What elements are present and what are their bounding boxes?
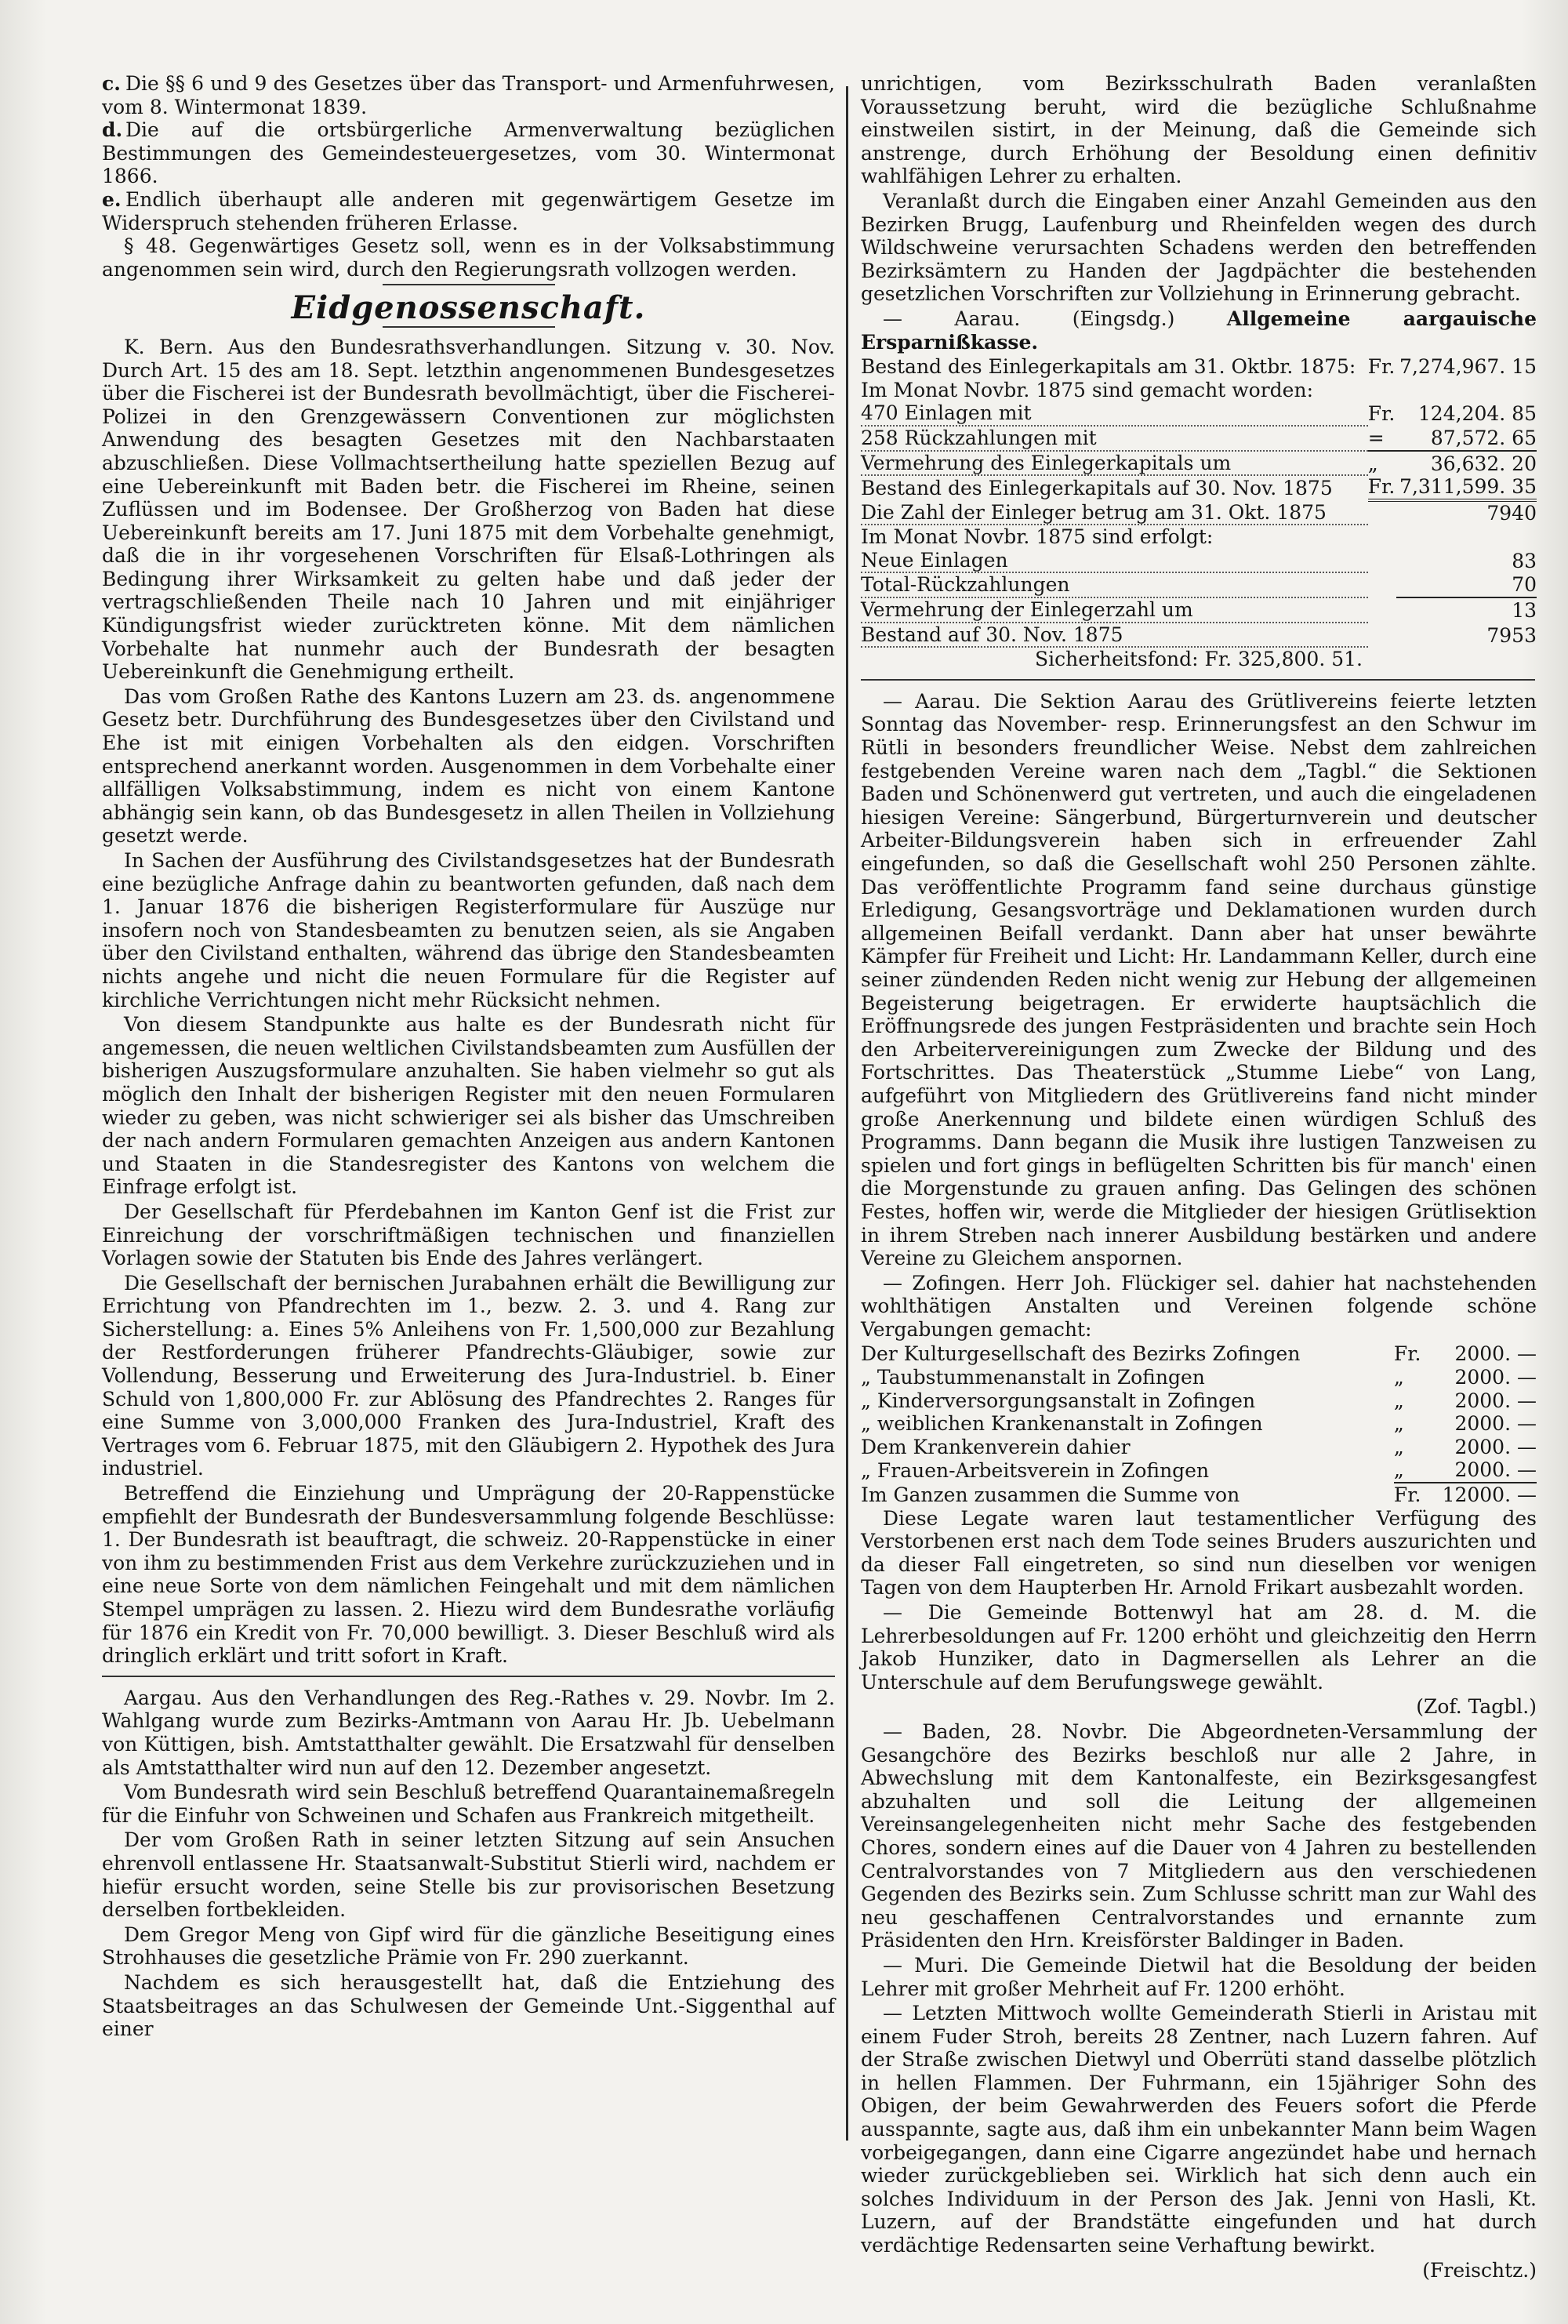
continuation-paragraph: unrichtigen, vom Bezirksschulrath Baden veranlaßten Voraussetzung beruht, wird die bezügliche Schlußnahme einstweilen sistirt, in der Meinung, daß die Gemeinde sich anstrenge, durch Erhöhung der Besoldung einen definitiv wahlfähigen Lehrer zu erhalten. xyxy=(861,72,1537,188)
row-amount: 2000. — xyxy=(1454,1412,1537,1436)
row-label: „ weiblichen Krankenanstalt in Zofingen xyxy=(861,1412,1263,1436)
table-row xyxy=(861,1366,1537,1389)
row-amount: 12000. — xyxy=(1442,1483,1537,1507)
row-label: Der Kulturgesellschaft des Bezirks Zofingen xyxy=(861,1342,1301,1366)
row-label: Im Ganzen zusammen die Summe von xyxy=(861,1483,1240,1507)
table-row xyxy=(861,355,1537,379)
table-row xyxy=(861,623,1537,648)
row-amount: 13 xyxy=(1512,599,1537,623)
savings-table xyxy=(861,355,1537,648)
table-row xyxy=(861,379,1537,402)
row-currency: Fr. xyxy=(1393,1342,1421,1366)
bern-paragraph-7: Betreffend die Einziehung und Umprägung der 20-Rappenstücke empfiehlt der Bundesrath der Bundesversammlung folgende Beschlüsse: 1. Der Bundesrath ist beauftragt, die schweiz. 20-Rappenstücke in einer von ihm zu bestimmenden Frist aus dem Verkehre zurückzuziehen und in eine neue Sorte von dem nämlichen Feingehalt und mit dem nämlichen Stempel umprägen zu lassen. 2. Hiezu wird dem Bundesrathe vorläufig für 1876 ein Kredit von Fr. 70,000 bewilligt. 3. Dieser Beschluß wird als dringlich erklärt und tritt sofort in Kraft. xyxy=(102,1482,835,1668)
bern-paragraph-5: Der Gesellschaft für Pferdebahnen im Kanton Genf ist die Frist zur Einreichung der vorschriftmäßigen technischen und finanziellen Vorlagen sowie der Statuten bis Ende des Jahres verlängert. xyxy=(102,1200,835,1270)
row-amount: 7940 xyxy=(1486,501,1537,525)
aarau-gruetli-paragraph: — Aarau. Die Sektion Aarau des Grütlivereins feierte letzten Sonntag das November- resp. Erinnerungsfest an den Schwur im Rütli in besonders freundlicher Weise. Nebst dem zahlreichen festgebenden Vereine waren nach dem „Tagbl.“ die Sektionen Baden und Schönenwerd gut vertreten, und auch die eingeladenen hiesigen Vereine: Sängerbund, Bürgerturnverein und deutscher Arbeiter-Bildungsverein haben sich in erfreuender Zahl eingefunden, so daß die Gesellschaft wohl 250 Personen zählte. Das veröffentlichte Programm fand seine durchaus günstige Erledigung, Gesangsvorträge und Deklamationen wurden durch allgemeinen Beifall verdankt. Dann aber hat unser bewährte Kämpfer für Freiheit und Licht: Hr. Landammann Keller, durch eine seiner zündenden Reden nicht wenig zur Hebung der allgemeinen Begeisterung beigetragen. Er erwiderte hauptsächlich die Eröffnungsrede des jungen Festpräsidenten und brachte sein Hoch den Arbeitervereinigungen zum Zwecke der Bildung und des Fortschrittes. Das Theaterstück „Stumme Liebe“ von Lang, aufgeführt von Mitgliedern des Grütlivereins fand nicht minder große Anerkennung und bildete einen würdigen Schluß des Programms. Dann begann die Musik ihre lustigen Tanzweisen zu spielen und fort gings in beflügelten Schritten bis für manch' einen die Morgenstunde zu grauen anfing. Das Gelingen des schönen Festes, hoffen wir, werde die Mitglieder der hiesigen Grütlisektion in ihrem Streben nach innerer Ausbildung bestärken und andere Vereine zu Gleichem anspornen. xyxy=(861,689,1537,1270)
row-label: Neue Einlagen xyxy=(861,549,1368,573)
aristau-source: (Freischtz.) xyxy=(1422,2258,1537,2282)
bottenwyl-source: (Zof. Tagbl.) xyxy=(1416,1695,1537,1719)
aargau-paragraph-4: Dem Gregor Meng von Gipf wird für die gänzliche Beseitigung eines Strohhauses die gesetzliche Prämie von Fr. 290 zuerkannt. xyxy=(102,1923,835,1970)
row-label: Vermehrung der Einlegerzahl um xyxy=(861,597,1368,623)
row-amount: 7,311,599. 35 xyxy=(1396,475,1537,500)
baden-paragraph: — Baden, 28. Novbr. Die Abgeordneten-Versammlung der Gesangchöre des Bezirks beschloß nur alle 2 Jahre, in Abwechslung mit dem Kantonalfeste, ein Bezirksgesangfest abzuhalten und soll die Leitung der allgemeinen Vereinsangelegenheiten nicht mehr Sache des festgebenden Chores, sondern eines auf die Dauer von 4 Jahren zu bestellenden Centralvorstandes von 7 Mitgliedern aus den verschiedenen Gegenden des Bezirks sein. Zum Schlusse schritt man zur Wahl des neu geschaffenen Centralvorstandes und ernannte zum Präsidenten den Hrn. Kreisförster Baldinger in Baden. xyxy=(861,1719,1537,1952)
row-label: „ Kinderversorgungsanstalt in Zofingen xyxy=(861,1389,1256,1412)
law-item-e: e. Endlich überhaupt alle anderen mit gegenwärtigem Gesetze im Widerspruch stehenden früheren Erlasse. xyxy=(102,187,835,234)
row-currency: „ xyxy=(1393,1435,1404,1458)
bern-paragraph-2: Das vom Großen Rathe des Kantons Luzern am 23. ds. angenommene Gesetz betr. Durchführung des Bundesgesetzes über den Civilstand und Ehe ist mit einigen Vorbehalten als den eidgen. Vorschriften entsprechend anerkannt worden. Ausgenommen in dem Vorbehalte einer allfälligen Volksabstimmung, indem es nicht von einem Kantone abhängig sein kann, ob das Bundesgesetz in allen Theilen in Vollziehung gesetzt werde. xyxy=(102,684,835,848)
table-row xyxy=(861,1483,1537,1507)
table-row xyxy=(861,525,1537,549)
bern-paragraph-3: In Sachen der Ausführung des Civilstandsgesetzes hat der Bundesrath eine bezügliche Anfrage dahin zu beantworten gefunden, daß nach dem 1. Januar 1876 die bisherigen Registerformulare für Auszüge nur insofern noch von Standesbeamten zu benutzen seien, als sie Angaben über den Civilstand enthalten, während das übrige den Standesbeamten nichts angehe und nicht die neuen Formulare für die Register auf kirchliche Verrichtungen nicht mehr Rücksicht nehmen. xyxy=(102,849,835,1011)
row-amount: 124,204. 85 xyxy=(1417,402,1537,426)
row-label: 258 Rückzahlungen mit xyxy=(861,426,1368,451)
aargau-paragraph-2: Vom Bundesrath wird sein Beschluß betreffend Quarantainemaßregeln für die Einfuhr von Schweinen und Schafen aus Frankreich mitgetheilt. xyxy=(102,1781,835,1827)
row-amount: 36,632. 20 xyxy=(1430,452,1537,475)
row-amount: 2000. — xyxy=(1422,1458,1537,1483)
separator-rule xyxy=(383,284,555,285)
row-currency: Fr. xyxy=(1393,1483,1421,1507)
section-title: Eidgenossenschaft. xyxy=(291,289,646,327)
bern-paragraph-6: Die Gesellschaft der bernischen Jurabahnen erhält die Bewilligung zur Errichtung von Pfandrechten im 1., bezw. 2. 3. und 4. Rang zur Sicherstellung: a. Eines 5% Anleihens von Fr. 1,500,000 zur Bezahlung der Restforderungen früherer Pfandrechts-Gläubiger, sowie zur Vollendung, Besserung und Erweiterung des Jura-Industriel. b. Einer Schuld von 1,800,000 Fr. zur Ablösung des Pfandrechtes 2. Ranges für eine Summe von 3,000,000 Franken des Jura-Industriel, Kraft des Vertrages vom 6. Februar 1875, mit den Gläubigern 2. Hypothek des Jura industriel. xyxy=(102,1271,835,1480)
law-item-c: c. Die §§ 6 und 9 des Gesetzes über das Transport- und Armenfuhrwesen, vom 8. Wintermonat 1839. xyxy=(102,72,835,118)
bottenwyl-paragraph: — Die Gemeinde Bottenwyl hat am 28. d. M. die Lehrerbesoldungen auf Fr. 1200 erhöht und gleichzeitig den Herrn Jakob Hunziker, dato in Dagmersellen als Lehrer an die Unterschule auf dem Berufungswege gewählt. xyxy=(861,1601,1537,1694)
row-currency: = xyxy=(1368,426,1396,451)
aargau-paragraph-3: Der vom Großen Rath in seiner letzten Sitzung auf sein Ansuchen ehrenvoll entlassene Hr. Staatsanwalt-Substitut Stierli wird, nachdem er hiefür ersucht worden, seine Stelle bis zur provisorischen Besetzung derselben fortbekleiden. xyxy=(102,1828,835,1922)
table-row xyxy=(861,475,1537,500)
row-currency: Fr. xyxy=(1367,355,1396,379)
bequest-table xyxy=(861,1342,1537,1506)
row-currency: „ xyxy=(1393,1412,1404,1436)
row-currency: „ xyxy=(1393,1389,1404,1412)
row-label: „ Taubstummenanstalt in Zofingen xyxy=(861,1366,1205,1389)
column-divider xyxy=(846,86,848,2141)
row-amount: 2000. — xyxy=(1454,1389,1537,1412)
section-rule xyxy=(861,679,1535,681)
title-rule xyxy=(383,326,555,328)
bern-paragraph-1: K. Bern. Aus den Bundesrathsverhandlungen. Sitzung v. 30. Nov. Durch Art. 15 des am 18. Sept. letzthin angenommenen Bundesgesetzes über die Fischerei ist der Bundesrath bevollmächtigt, über die Fischerei-Polizei in den Grenzgewässern Conventionen zur möglichsten Anwendung des besagten Gesetzes mit den Nachbarstaaten abzuschließen. Diese Vollmachtsertheilung hatte speziellen Bezug auf eine Uebereinkunft mit Baden betr. die Fischerei im Rheine, seinen Zuflüssen und im Bodensee. Der Großherzog von Baden hat diese Uebereinkunft bereits am 17. Juni 1875 mit dem Vorbehalte genehmigt, daß die in ihr vorgesehenen Vorschriften für Elsaß-Lothringen als Bedingung ihrer Wirksamkeit zu gelten habe und daß jeder der vertragschließenden Theile nach 10 Jahren und mit einjähriger Kündigungsfrist wieder zurücktreten könne. Mit dem nämlichen Vorbehalte hat nunmehr auch der Bundesrath der besagten Uebereinkunft die Genehmigung ertheilt. xyxy=(102,335,835,684)
row-amount: 2000. — xyxy=(1454,1435,1537,1458)
table-row xyxy=(861,572,1537,597)
paragraph-48: § 48. Gegenwärtiges Gesetz soll, wenn es in der Volksabstimmung angenommen sein wird, durch den Regierungsrath vollzogen werden. xyxy=(102,234,835,281)
row-currency: Fr. xyxy=(1367,402,1396,426)
row-amount: 7,274,967. 15 xyxy=(1399,355,1537,379)
row-currency xyxy=(1368,500,1396,525)
section-rule xyxy=(102,1676,835,1677)
savings-header-title: Allgemeine aargauische Ersparnißkasse. xyxy=(861,307,1537,354)
row-amount: 2000. — xyxy=(1454,1342,1537,1366)
row-label: Die Zahl der Einleger betrug am 31. Okt. 1875 xyxy=(861,500,1368,525)
row-currency: „ xyxy=(1394,1458,1422,1483)
table-row xyxy=(861,1458,1537,1483)
right-column xyxy=(861,72,1537,2283)
row-label: Vermehrung des Einlegerkapitals um xyxy=(861,451,1368,476)
table-row xyxy=(861,500,1537,525)
row-amount: 83 xyxy=(1512,549,1537,572)
table-row xyxy=(861,401,1537,426)
table-row xyxy=(861,1389,1537,1413)
row-label: Bestand auf 30. Nov. 1875 xyxy=(861,623,1368,648)
table-row xyxy=(861,1412,1537,1436)
row-amount: 87,572. 65 xyxy=(1396,426,1537,451)
row-label: Bestand des Einlegerkapitals auf 30. Nov. 1875 xyxy=(861,477,1333,500)
row-currency xyxy=(1368,597,1396,623)
row-label: Im Monat Novbr. 1875 sind gemacht worden: xyxy=(861,378,1314,401)
muri-paragraph: — Muri. Die Gemeinde Dietwil hat die Besoldung der beiden Lehrer mit großer Mehrheit auf Fr. 1200 erhöht. xyxy=(861,1953,1537,2000)
row-amount: 2000. — xyxy=(1454,1366,1537,1389)
table-row xyxy=(861,1436,1537,1459)
row-currency: „ xyxy=(1367,452,1378,475)
table-row xyxy=(861,1342,1537,1366)
row-currency xyxy=(1368,572,1396,597)
aargau-paragraph-1: Aargau. Aus den Verhandlungen des Reg.-Rathes v. 29. Novbr. Im 2. Wahlgang wurde zum Bezirks-Amtmann von Aarau Hr. Jb. Uebelmann von Küttigen, bish. Amtstatthalter gewählt. Die Ersatzwahl für denselben als Amtstatthalter wird nun auf den 12. Dezember angesetzt. xyxy=(102,1686,835,1779)
row-label: 470 Einlagen mit xyxy=(861,401,1368,426)
row-currency: Fr. xyxy=(1368,475,1396,500)
row-currency xyxy=(1368,549,1396,573)
bern-paragraph-4: Von diesem Standpunkte aus halte es der Bundesrath nicht für angemessen, die neuen weltlichen Civilstandsbeamten zum Ausfüllen der bisherigen Auszugsformulare anzuhalten. Sie haben vielmehr so gut als möglich den Inhalt der bisherigen Register mit den neuen Formularen wieder zu geben, was nicht schwieriger sei als bisher das Umschreiben der nach andern Formularen gemachten Anzeigen aus andern Kantonen und Staaten in die Standesregister des Kantons von welchem die Einfrage erfolgt ist. xyxy=(102,1013,835,1199)
row-label: Bestand des Einlegerkapitals am 31. Oktbr. 1875: xyxy=(861,355,1356,379)
wild-damage-paragraph: Veranlaßt durch die Eingaben einer Anzahl Gemeinden aus den Bezirken Brugg, Laufenburg und Rheinfelden wegen des durch Wildschweine verursachten Schadens werden den betreffenden Bezirksämtern zu Handen der Jagdpächter die bestehenden gesetzlichen Vorschriften zur Vollziehung in Erinnerung gebracht. xyxy=(861,189,1537,306)
aristau-paragraph: — Letzten Mittwoch wollte Gemeinderath Stierli in Aristau mit einem Fuder Stroh, bereits 28 Zentner, nach Luzern fahren. Auf der Straße zwischen Dietwyl und Oberrüti stand dasselbe plötzlich in hellen Flammen. Der Fuhrmann, ein 15jähriger Sohn des Obigen, der beim Gewahrwerden des Feuers sofort die Pferde ausspannte, sagte aus, daß ihm ein unbekannter Mann beim Wagen vorbeigegangen, dann eine Cigarre angezündet habe und hernach wieder zurückgeblieben sei. Wirklich hat sich denn auch ein solches Individuum in der Person des Jak. Jenni von Hasli, Kt. Luzern, auf der Brandstätte eingefunden und hat durch verdächtige Redensarten seine Verhaftung bewirkt. xyxy=(861,2002,1537,2257)
zofingen-rest: Diese Legate waren laut testamentlicher Verfügung des Verstorbenen erst nach dem Tode seines Bruders auszurichten und da dieser Fall eingetreten, so sind nun dieselben vor wenigen Tagen von dem Haupterben Hr. Arnold Frikart ausbezahlt worden. xyxy=(861,1506,1537,1600)
row-amount: 7953 xyxy=(1486,623,1537,647)
row-currency xyxy=(1368,623,1396,648)
row-label: „ Frauen-Arbeitsverein in Zofingen xyxy=(861,1459,1210,1483)
savings-header xyxy=(861,307,1537,354)
table-row xyxy=(861,426,1537,451)
aargau-paragraph-5: Nachdem es sich herausgestellt hat, daß die Entziehung des Staatsbeitrages an das Schulwesen der Gemeinde Unt.-Siggenthal auf einer xyxy=(102,1970,835,2041)
table-row xyxy=(861,549,1537,573)
security-fund: Sicherheitsfond: Fr. 325,800. 51. xyxy=(1035,648,1363,671)
left-column xyxy=(102,72,835,2043)
savings-header-lead: — Aarau. (Eingsdg.) xyxy=(883,307,1175,330)
row-label: Total-Rückzahlungen xyxy=(861,572,1368,597)
law-item-d: d. Die auf die ortsbürgerliche Armenverwaltung bezüglichen Bestimmungen des Gemeindesteuergesetzes, vom 30. Wintermonat 1866. xyxy=(102,118,835,188)
row-label: Im Monat Novbr. 1875 sind erfolgt: xyxy=(861,525,1214,549)
row-amount: 70 xyxy=(1396,572,1537,597)
table-row xyxy=(861,451,1537,476)
row-currency: „ xyxy=(1393,1366,1404,1389)
row-label: Dem Krankenverein dahier xyxy=(861,1435,1131,1458)
zofingen-intro: — Zofingen. Herr Joh. Flückiger sel. dahier hat nachstehenden wohlthätigen Anstalten und Vereinen folgende schöne Vergabungen gemacht: xyxy=(861,1271,1537,1341)
table-row xyxy=(861,597,1537,623)
